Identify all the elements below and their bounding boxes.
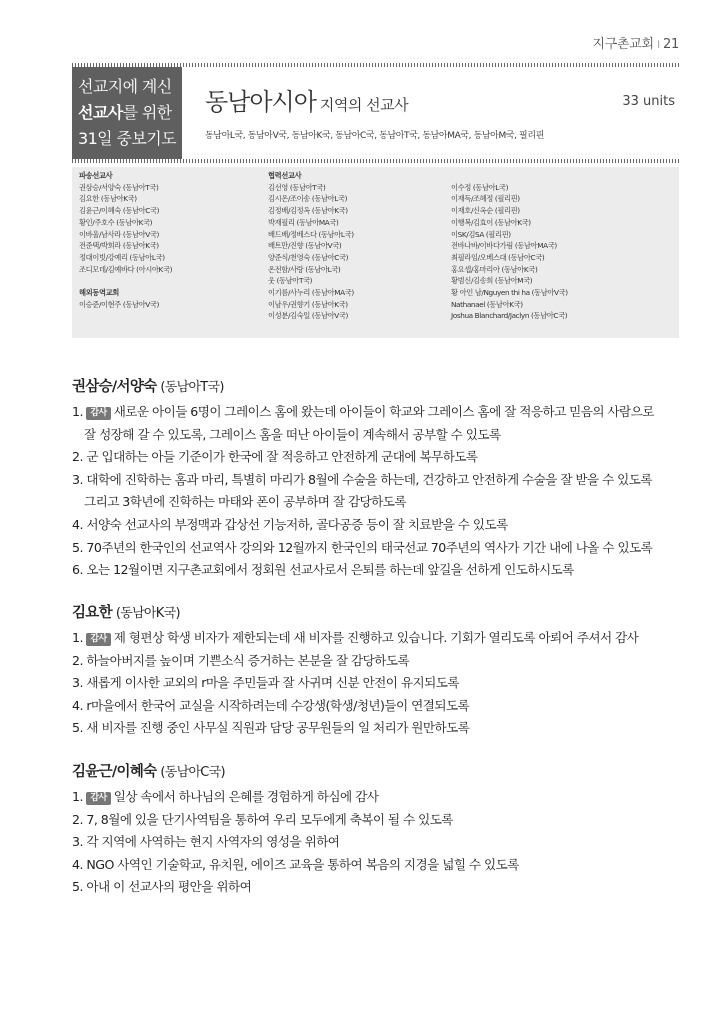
roster-name: 이재호/신옥순 (필리핀) [451, 206, 520, 216]
roster-name: 황 아인 남/Nguyen thi ha (동남아V국) [451, 288, 568, 298]
prayer-item [72, 854, 519, 877]
item-text: 군 입대하는 아들 기준이가 한국에 잘 적응하고 안전하게 군대에 복무하도록 [86, 449, 478, 465]
roster-name: 이승준/이현주 (동남아V국) [79, 299, 159, 309]
missionary-name: 김윤근/이혜숙 [72, 764, 157, 780]
section-title: 지구촌교회 [592, 37, 654, 52]
units-count: 33 units [622, 94, 675, 109]
item-text: 새롭게 이사한 교외의 r마을 주민들과 잘 사귀며 신분 안전이 유지되도록 [86, 675, 459, 691]
prayer-item [72, 831, 519, 854]
item-text: 오는 12월이면 지구촌교회에서 정회원 선교사로서 은퇴를 하는데 앞길을 선하게 인도하시도록 [86, 562, 574, 578]
item-text: 새 비자를 진행 중인 사무실 직원과 담당 공무원들의 일 처리가 원만하도록 [86, 720, 470, 736]
region-title-sub: 지역의 선교사 [319, 96, 409, 114]
item-number: 1. [72, 404, 83, 419]
thanks-badge: 감사 [86, 792, 110, 805]
prayer-box-bold: 선교사 [78, 103, 123, 122]
missionary-name: 김요한 [72, 605, 112, 621]
roster-name: 김윤근/이혜숙 (동남아C국) [79, 206, 160, 216]
roster-name: 배드배/정베스다 (동남아L국) [268, 229, 354, 239]
prayer-item [72, 786, 519, 809]
banner-bottom-rule [72, 159, 679, 163]
item-text: 아내 이 선교사의 평안을 위하여 [86, 879, 252, 895]
item-text: 70주년의 한국인의 선교역사 강의와 12월까지 한국인의 태국선교 70주년의 역사가 기간 내에 나올 수 있도록 [86, 539, 653, 555]
missionary-name-line [72, 375, 654, 396]
roster-name: 황범신/김송희 (동남아M국) [451, 276, 533, 286]
roster-name: 황인/주호수 (동남아K국) [79, 217, 153, 227]
roster-name: 김요한 (동남아K국) [79, 194, 137, 204]
region-title-main: 동남아시아 [205, 88, 316, 116]
item-text: 서양숙 선교사의 부정맥과 갑상선 기능저하, 골다공증 등이 잘 치료받을 수 있도록 [86, 516, 508, 532]
roster-name: 조디모데/김예바다 (아시아K국) [79, 264, 173, 274]
item-number: 1. [72, 789, 83, 804]
item-text: 일상 속에서 하나님의 은혜를 경험하게 하심에 감사 [113, 789, 379, 804]
item-number: 3. [72, 675, 83, 691]
prayer-item [72, 717, 638, 740]
prayer-item-continuation: 잘 성장해 갈 수 있도록, 그레이스 홈을 떠난 아이들이 계속해서 공부할 수 있도록 [84, 426, 501, 442]
item-number: 5. [72, 539, 83, 555]
thanks-badge: 감사 [86, 633, 110, 646]
roster-name: 양준식/천영숙 (동남아C국) [268, 252, 349, 262]
roster-column-partner-2 [451, 182, 568, 322]
item-number: 4. [72, 856, 83, 872]
roster-name: 이재득/조혜정 (필리핀) [451, 194, 520, 204]
missionary-roster [72, 167, 679, 338]
region-title [205, 82, 408, 117]
roster-name: 이수정 (동남아L국) [451, 182, 509, 192]
item-number: 5. [72, 720, 83, 736]
prayer-item [72, 809, 519, 832]
missionary-section [72, 375, 654, 582]
prayer-item [72, 446, 654, 469]
item-text: 대학에 진학하는 홈과 마리, 특별히 마리가 8월에 수술을 하는데, 건강하고 안전하게 수술을 잘 받을 수 있도록 [86, 471, 653, 487]
prayer-item-continuation: 그리고 3학년에 진학하는 마태와 폰이 공부하며 잘 감당하도록 [84, 494, 407, 510]
roster-name: 이행복/김효이 (동남아K국) [451, 217, 531, 227]
roster-name: 전바나바/이바다가림 (동남아MA국) [451, 241, 557, 251]
prayer-box [72, 67, 182, 159]
roster-name: 권삼승/서양숙 (동남아T국) [79, 182, 159, 192]
roster-name: 김정배/김정옥 (동남아K국) [268, 206, 348, 216]
thanks-badge: 감사 [86, 407, 110, 420]
roster-name: 온전함/사랑 (동남아L국) [268, 264, 341, 274]
prayer-box-line3: 31일 중보기도 [78, 129, 176, 148]
roster-name: 김시온/조이송 (동남아L국) [268, 194, 348, 204]
item-number: 6. [72, 562, 83, 578]
page-number: 21 [663, 37, 679, 52]
header-separator: ı [656, 37, 661, 52]
roster-name: 홍요셉/홍마리아 (동남아K국) [451, 264, 538, 274]
roster-column-partner [268, 170, 354, 322]
prayer-item [72, 469, 654, 492]
missionary-section [72, 601, 638, 740]
roster-heading-overseas: 해외동역교회 [79, 288, 119, 298]
item-text: 각 지역에 사역하는 현지 사역자의 영성을 위하여 [86, 834, 340, 850]
item-text: 제 형편상 학생 비자가 제한되는데 새 비자를 진행하고 있습니다. 기회가 열리도록 아뢰어 주셔서 감사 [113, 630, 639, 645]
item-text: r마을에서 한국어 교실을 시작하려는데 수강생(학생/청년)들이 연결되도록 [86, 697, 470, 713]
missionary-region: (동남아T국) [160, 380, 224, 395]
prayer-item [72, 401, 654, 424]
item-number: 2. [72, 652, 83, 668]
region-country-list: 동남아L국, 동남아V국, 동남아K국, 동남아C국, 동남아T국, 동남아MA국, 동남아M국, 필리핀 [205, 131, 544, 141]
roster-name: 정대이빗/강예리 (동남아L국) [79, 252, 165, 262]
missionary-region: (동남아C국) [160, 765, 225, 780]
item-text: 7, 8월에 있을 단기사역팀을 통하여 우리 모두에게 축복이 될 수 있도록 [86, 811, 453, 827]
prayer-item [72, 695, 638, 718]
prayer-item [72, 537, 654, 560]
item-text: NGO 사역인 기술학교, 유치원, 에이즈 교육을 통하여 복음의 지경을 넓힐 수 있도록 [86, 856, 519, 872]
roster-name: 박재필리 (동남아MA국) [268, 217, 339, 227]
roster-name: 이기름/사누리 (동남아MA국) [268, 288, 354, 298]
roster-name: 이남우/권향기 (동남아K국) [268, 299, 348, 309]
missionary-name-line [72, 601, 638, 622]
roster-name: 이성분/김숙일 (동남아V국) [268, 311, 348, 321]
roster-name: 김선영 (동남아T국) [268, 182, 326, 192]
item-text: 새로운 아이들 6명이 그레이스 홈에 왔는데 아이들이 학교와 그레이스 홈에 잘 적응하고 믿음의 사람으로 [113, 404, 654, 419]
item-number: 1. [72, 630, 83, 645]
item-number: 2. [72, 449, 83, 465]
missionary-name-line [72, 760, 519, 781]
roster-gap [79, 275, 172, 287]
prayer-item [72, 514, 654, 537]
prayer-box-line2-rest: 를 위한 [122, 103, 172, 122]
roster-name: 웃 (동남아T국) [268, 276, 313, 286]
page-header [592, 33, 679, 52]
roster-name: 최필라임/오베스대 (동남아C국) [451, 252, 545, 262]
roster-name: 이바울/남사라 (동남아V국) [79, 229, 159, 239]
prayer-box-line2 [78, 100, 182, 126]
prayer-item [72, 650, 638, 673]
roster-column-sent [79, 170, 172, 310]
roster-name: 전준택/박희라 (동남아K국) [79, 241, 159, 251]
roster-name: 이SK/김SA (필리핀) [451, 229, 511, 239]
item-number: 3. [72, 834, 83, 850]
prayer-item [72, 627, 638, 650]
roster-name: Nathanael (동남아K국) [451, 299, 523, 309]
prayer-box-line1: 선교지에 계신 [78, 77, 172, 96]
missionary-name: 권삼승/서양숙 [72, 379, 157, 395]
roster-name: Joshua Blanchard/Jaclyn (동남아C국) [451, 311, 568, 321]
missionary-region: (동남아K국) [115, 606, 180, 621]
item-text: 하늘아버지를 높이며 기쁜소식 증거하는 본분을 잘 감당하도록 [86, 652, 410, 668]
prayer-item [72, 672, 638, 695]
item-number: 3. [72, 471, 83, 487]
item-number: 5. [72, 879, 83, 895]
roster-heading-partner: 협력선교사 [268, 171, 302, 180]
item-number: 2. [72, 811, 83, 827]
item-number: 4. [72, 516, 83, 532]
roster-heading-sent: 파송선교사 [79, 171, 113, 180]
prayer-item [72, 559, 654, 582]
item-number: 4. [72, 697, 83, 713]
roster-name: 배트만/진향 (동남아V국) [268, 241, 342, 251]
missionary-section [72, 760, 519, 899]
prayer-item [72, 876, 519, 899]
